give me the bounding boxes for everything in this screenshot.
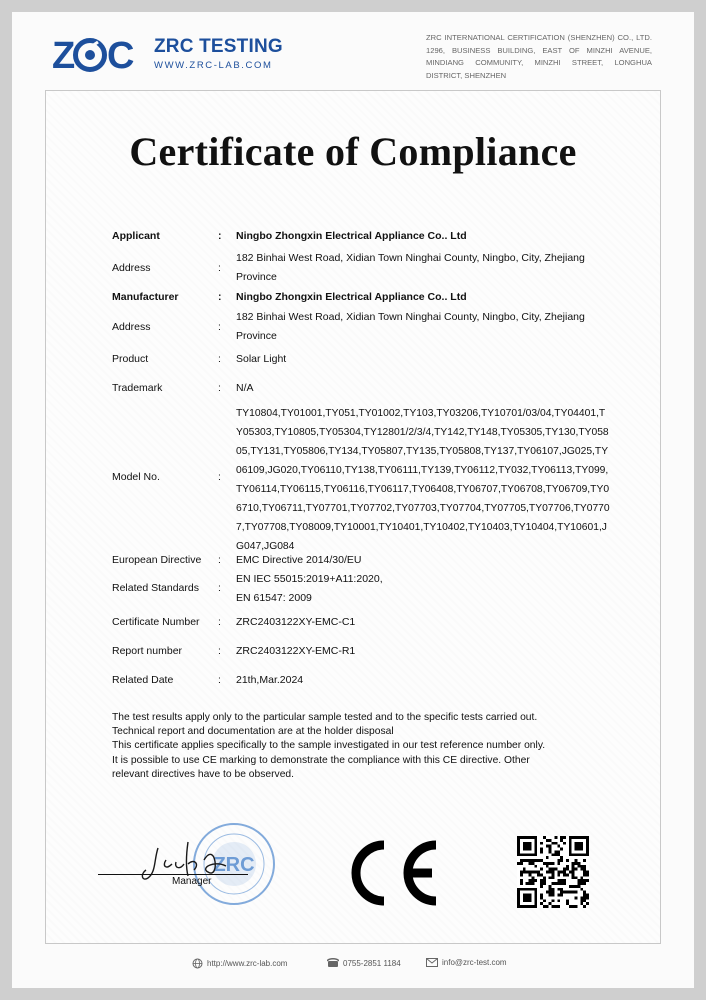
qr-module [549,871,552,874]
qr-module [583,894,586,897]
qr-module [572,868,575,871]
qr-module [557,882,560,885]
qr-module [540,879,543,882]
qr-module [531,882,534,885]
field-colon: : [218,291,222,303]
qr-module [546,891,549,894]
field-value: 182 Binhai West Road, Xidian Town Ninghai County, Ningbo, City, Zhejiang Province [236,252,585,283]
field-value: 182 Binhai West Road, Xidian Town Ninghai County, Ningbo, City, Zhejiang Province [236,311,585,342]
field-label: Trademark [112,382,163,394]
field-label: Related Standards [112,582,199,594]
qr-module [529,871,532,874]
qr-module [557,862,560,865]
field-colon: : [218,353,221,365]
qr-module [560,856,563,859]
qr-module [552,871,555,874]
qr-code [517,836,589,908]
qr-module [552,894,555,897]
qr-module [560,891,563,894]
qr-module [557,871,560,874]
qr-module [569,891,572,894]
qr-module [543,862,546,865]
qr-module [549,848,552,851]
qr-module [520,862,523,865]
qr-module [572,885,575,888]
zrc-logo [52,34,283,74]
qr-module [557,853,560,856]
qr-module [549,888,552,891]
qr-module [580,865,583,868]
qr-module [580,896,583,899]
qr-module [526,859,529,862]
certificate-title: Certificate of Compliance [129,129,577,174]
qr-module [572,905,575,908]
qr-module [549,862,552,865]
qr-module [583,859,586,862]
qr-module [557,873,560,876]
qr-module [560,836,563,839]
field-colon: : [218,471,221,483]
field-colon: : [218,582,221,594]
qr-module [543,905,546,908]
qr-module [572,876,575,879]
qr-module [577,862,580,865]
qr-module [575,862,578,865]
qr-module [554,882,557,885]
qr-module [560,871,563,874]
qr-module [572,865,575,868]
qr-module [563,871,566,874]
qr-module [529,879,532,882]
field-value: Solar Light [236,353,287,365]
qr-module [540,842,543,845]
qr-module [549,876,552,879]
field-value: ZRC2403122XY-EMC-C1 [236,616,356,628]
field-label: European Directive [112,554,202,566]
field-label: Related Date [112,674,174,686]
qr-module [563,836,566,839]
qr-module [557,879,560,882]
qr-module [560,879,563,882]
field-colon: : [218,645,221,657]
qr-module [577,865,580,868]
qr-module [566,902,569,905]
field-value: EN IEC 55015:2019+A11:2020, [236,573,383,585]
signature-role: Manager [172,876,212,887]
qr-module [583,879,586,882]
footer-website-text: http://www.zrc-lab.com [207,959,288,968]
qr-module [554,853,557,856]
qr-module [560,848,563,851]
field-value: Ningbo Zhongxin Electrical Appliance Co.. Ltd [236,230,467,242]
qr-module [569,885,572,888]
qr-module [520,873,523,876]
qr-module [575,905,578,908]
qr-module [580,882,583,885]
qr-module [557,845,560,848]
qr-module [549,850,552,853]
qr-module [552,853,555,856]
brand-url: WWW.ZRC-LAB.COM [154,60,273,71]
qr-module [531,876,534,879]
qr-module [540,885,543,888]
qr-module [552,899,555,902]
qr-module [583,871,586,874]
field-value: 21th,Mar.2024 [236,674,304,686]
qr-module [537,873,540,876]
field-colon: : [218,674,221,686]
qr-module [557,850,560,853]
qr-module [552,862,555,865]
qr-module [552,873,555,876]
qr-module [583,882,586,885]
qr-module [572,891,575,894]
phone-icon [327,958,339,968]
qr-module [566,891,569,894]
qr-module [531,871,534,874]
zrc-logo-mark [52,34,150,74]
qr-module [526,871,529,874]
qr-module [557,859,560,862]
qr-module [534,865,537,868]
qr-module [560,839,563,842]
qr-module [563,879,566,882]
qr-module [560,894,563,897]
qr-module [552,868,555,871]
signature-line [98,874,248,875]
field-colon: : [218,230,222,242]
qr-module [583,899,586,902]
qr-module [543,882,546,885]
qr-module [554,868,557,871]
field-value: ZRC2403122XY-EMC-R1 [236,645,356,657]
qr-module [520,871,523,874]
field-label: Model No. [112,471,160,483]
svg-text:Z: Z [52,35,76,74]
qr-module [569,905,572,908]
qr-module [557,905,560,908]
qr-module [543,879,546,882]
qr-module [560,859,563,862]
qr-module [557,899,560,902]
qr-module [546,862,549,865]
field-value: EMC Directive 2014/30/EU [236,554,362,566]
svg-text:C: C [107,35,135,74]
qr-module [549,868,552,871]
qr-module [554,850,557,853]
qr-module [552,905,555,908]
qr-module [529,873,532,876]
qr-module [563,868,566,871]
qr-module [546,845,549,848]
qr-module [575,885,578,888]
qr-module [540,848,543,851]
qr-module [560,888,563,891]
brand-name: ZRC TESTING [154,36,283,57]
qr-module [523,894,532,903]
qr-module [523,859,526,862]
qr-module [569,871,572,874]
qr-module [554,842,557,845]
qr-module [586,871,589,874]
qr-module [543,836,546,839]
mail-icon [426,958,438,967]
qr-module [586,879,589,882]
field-colon: : [218,321,221,333]
qr-module [549,891,552,894]
qr-module [586,873,589,876]
qr-module [546,839,549,842]
field-label: Product [112,353,149,365]
field-label: Applicant [112,230,160,242]
qr-module [540,896,543,899]
qr-module [583,873,586,876]
qr-module [537,859,540,862]
qr-module [583,868,586,871]
qr-module [572,862,575,865]
field-value: Ningbo Zhongxin Electrical Appliance Co.. Ltd [236,291,467,303]
qr-module [529,859,532,862]
qr-module [572,871,575,874]
field-label: Address [112,262,151,274]
footer-phone-text: 0755-2851 1184 [343,958,401,968]
qr-module [586,894,589,897]
qr-module [575,842,584,851]
qr-module [560,882,563,885]
qr-module [580,879,583,882]
qr-module [546,865,549,868]
qr-module [540,850,543,853]
qr-module [543,899,546,902]
qr-module [575,859,578,862]
qr-module [520,882,523,885]
field-label: Address [112,321,151,333]
qr-module [549,894,552,897]
qr-module [540,859,543,862]
qr-module [540,882,543,885]
qr-module [577,885,580,888]
footer-phone [327,958,401,968]
qr-module [580,888,583,891]
qr-module [531,859,534,862]
field-label: Certificate Number [112,616,200,628]
field-value: EN 61547: 2009 [236,592,312,604]
qr-module [534,879,537,882]
qr-module [552,891,555,894]
qr-module [583,905,586,908]
qr-module [534,859,537,862]
qr-module [563,842,566,845]
qr-module [572,873,575,876]
qr-module [540,902,543,905]
qr-module [566,873,569,876]
qr-module [540,894,543,897]
qr-module [549,845,552,848]
qr-module [575,891,578,894]
qr-module [557,888,560,891]
qr-module [523,871,526,874]
qr-module [523,842,532,851]
qr-module [546,871,549,874]
note-line: This certificate applies specifically to the sample investigated in our test reference number only. [112,740,546,752]
qr-module [586,902,589,905]
field-value: N/A [236,382,254,394]
qr-module [583,896,586,899]
note-line: The test results apply only to the particular sample tested and to the specific tests carried out. [112,712,538,723]
field-label: Manufacturer [112,291,179,303]
zrc-stamp [194,824,274,904]
qr-module [549,885,552,888]
stamp-text: ZRC [213,854,255,876]
qr-module [552,876,555,879]
qr-module [554,905,557,908]
qr-module [537,871,540,874]
qr-module [529,862,532,865]
qr-module [566,868,569,871]
footer-website [192,958,287,969]
qr-module [554,836,557,839]
qr-module [517,862,520,865]
qr-module [580,902,583,905]
qr-module [552,882,555,885]
qr-module [552,888,555,891]
field-label: Report number [112,645,183,657]
qr-module [543,876,546,879]
qr-module [566,899,569,902]
note-line: Technical report and documentation are at the holder disposal [112,726,394,738]
qr-module [520,859,523,862]
field-colon: : [218,382,221,394]
qr-module [580,899,583,902]
qr-module [540,868,543,871]
qr-module [540,873,543,876]
field-colon: : [218,262,221,274]
qr-module [546,856,549,859]
qr-module [549,902,552,905]
qr-module [583,891,586,894]
qr-module [531,879,534,882]
note-line: relevant directives have to be observed. [112,768,295,780]
qr-module [575,896,578,899]
signature-stamp [96,820,296,920]
qr-module [549,839,552,842]
qr-module [531,862,534,865]
qr-module [557,894,560,897]
qr-module [563,873,566,876]
company-address: ZRC INTERNATIONAL CERTIFICATION (SHENZHEN) CO., LTD. 1296, BUSINESS BUILDING, EAST OF MINZHI AVENUE, MINDIANG COMMUNITY, MINZHI STREET, LONGHUA DISTRICT, SHENZHEN [426,33,652,80]
certificate-notes [112,711,592,782]
footer-email-text: info@zrc-test.com [442,958,507,967]
field-colon: : [218,554,221,566]
note-line: It is possible to use CE marking to demonstrate the compliance with this CE directive. Other [112,754,530,766]
qr-module [566,859,569,862]
globe-icon [192,958,203,969]
qr-module [526,882,529,885]
qr-module [575,868,578,871]
qr-module [523,868,526,871]
qr-module [563,882,566,885]
qr-module [566,865,569,868]
qr-module [534,871,537,874]
ce-mark [340,838,440,908]
qr-module [577,879,580,882]
qr-module [577,882,580,885]
qr-module [520,879,523,882]
footer-email [426,958,507,967]
qr-module [580,868,583,871]
qr-module [586,896,589,899]
qr-module [529,882,532,885]
qr-module [563,891,566,894]
qr-module [575,876,578,879]
qr-module [580,876,583,879]
qr-module [552,842,555,845]
qr-module [583,865,586,868]
field-value: TY10804,TY01001,TY051,TY01002,TY103,TY03206,TY10701/03/04,TY04401,TY05303,TY10805,TY05304,TY12801/2/3/4,TY142,TY148,TY05305,TY130,TY05805,TY131,TY05806,TY134,TY05807,TY135,TY05808,TY137,TY06107,JG025,TY06109,JG020,TY06110,TY138,TY06111,TY139,TY06112,TY032,TY06113,TY099,TY06114,TY06115,TY06116,TY06117,TY06408,TY06707,TY06708,TY06709,TY06710,TY06711,TY07701,TY07702,TY07703,TY07704,TY07705,TY07706,TY07707,TY07708,TY08009,TY10001,TY10401,TY10402,TY10403,TY10404,TY10601,JG047,JG084 [236,408,610,552]
qr-module [546,905,549,908]
field-colon: : [218,616,221,628]
